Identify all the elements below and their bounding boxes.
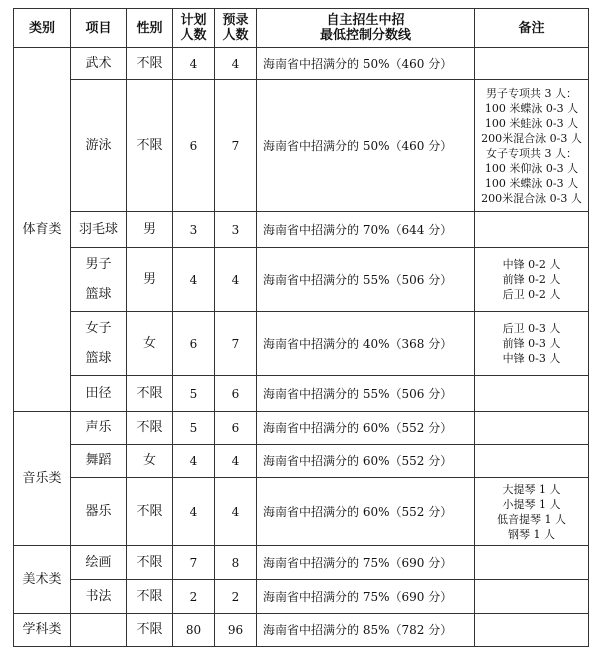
header-pre-line1: 预录 bbox=[222, 13, 249, 28]
header-project: 项目 bbox=[71, 9, 127, 48]
pre-admit-count-cell: 4 bbox=[215, 478, 257, 546]
min-score-cell: 海南省中招满分的 60%（552 分） bbox=[257, 412, 475, 445]
note-cell bbox=[475, 80, 589, 212]
pre-admit-count-cell: 96 bbox=[215, 614, 257, 647]
note-cell bbox=[475, 580, 589, 614]
min-score-cell: 海南省中招满分的 70%（644 分） bbox=[257, 212, 475, 248]
header-plan-line2: 人数 bbox=[180, 28, 207, 43]
gender-cell: 不限 bbox=[127, 546, 173, 580]
header-plan-count bbox=[173, 9, 215, 48]
table-row bbox=[14, 412, 589, 445]
min-score-cell: 海南省中招满分的 50%（460 分） bbox=[257, 80, 475, 212]
header-gender: 性别 bbox=[127, 9, 173, 48]
note-line: 男子专项共 3 人： bbox=[486, 86, 577, 100]
note-cell bbox=[475, 546, 589, 580]
category-cell-music: 音乐类 bbox=[14, 412, 71, 546]
admissions-table-container bbox=[13, 8, 589, 647]
min-score-cell: 海南省中招满分的 40%（368 分） bbox=[257, 312, 475, 376]
project-cell: 舞蹈 bbox=[71, 445, 127, 478]
table-row bbox=[14, 212, 589, 248]
note-cell bbox=[475, 312, 589, 376]
admissions-table bbox=[13, 8, 589, 647]
table-row bbox=[14, 478, 589, 546]
gender-cell: 不限 bbox=[127, 478, 173, 546]
plan-count-cell: 4 bbox=[173, 445, 215, 478]
note-line: 中锋 0-3 人 bbox=[502, 352, 561, 365]
note-line: 100 米仰泳 0-3 人 bbox=[484, 161, 579, 175]
header-req-line1: 自主招生中招 bbox=[326, 13, 405, 28]
gender-cell: 不限 bbox=[127, 376, 173, 412]
note-cell bbox=[475, 478, 589, 546]
note-line: 100 米蛙泳 0-3 人 bbox=[484, 116, 579, 130]
note-line: 中锋 0-2 人 bbox=[502, 258, 561, 271]
project-cell bbox=[71, 248, 127, 312]
plan-count-cell: 6 bbox=[173, 312, 215, 376]
gender-cell: 不限 bbox=[127, 580, 173, 614]
gender-cell: 女 bbox=[127, 312, 173, 376]
table-row bbox=[14, 312, 589, 376]
plan-count-cell: 4 bbox=[173, 248, 215, 312]
category-cell-sports: 体育类 bbox=[14, 48, 71, 412]
project-cell bbox=[71, 614, 127, 647]
plan-count-cell: 5 bbox=[173, 412, 215, 445]
project-cell: 器乐 bbox=[71, 478, 127, 546]
pre-admit-count-cell: 3 bbox=[215, 212, 257, 248]
note-line: 100 米蝶泳 0-3 人 bbox=[484, 101, 579, 115]
plan-count-cell: 2 bbox=[173, 580, 215, 614]
pre-admit-count-cell: 6 bbox=[215, 376, 257, 412]
min-score-cell: 海南省中招满分的 55%（506 分） bbox=[257, 376, 475, 412]
category-cell-academic: 学科类 bbox=[14, 614, 71, 647]
min-score-cell: 海南省中招满分的 85%（782 分） bbox=[257, 614, 475, 647]
pre-admit-count-cell: 8 bbox=[215, 546, 257, 580]
note-cell bbox=[475, 614, 589, 647]
pre-admit-count-cell: 4 bbox=[215, 48, 257, 80]
header-category: 类别 bbox=[14, 9, 71, 48]
gender-cell: 不限 bbox=[127, 412, 173, 445]
note-line: 后卫 0-3 人 bbox=[502, 322, 561, 335]
table-row bbox=[14, 48, 589, 80]
project-cell: 武术 bbox=[71, 48, 127, 80]
note-cell bbox=[475, 445, 589, 478]
note-line: 大提琴 1 人 bbox=[502, 482, 561, 496]
plan-count-cell: 7 bbox=[173, 546, 215, 580]
header-min-score bbox=[257, 9, 475, 48]
plan-count-cell: 3 bbox=[173, 212, 215, 248]
min-score-cell: 海南省中招满分的 55%（506 分） bbox=[257, 248, 475, 312]
project-line2: 篮球 bbox=[85, 286, 112, 302]
project-line1: 女子 bbox=[85, 320, 112, 336]
table-row bbox=[14, 445, 589, 478]
note-cell bbox=[475, 48, 589, 80]
project-cell: 书法 bbox=[71, 580, 127, 614]
note-line: 女子专项共 3 人： bbox=[486, 146, 577, 160]
note-line: 200米混合泳 0-3 人 bbox=[481, 191, 582, 205]
plan-count-cell: 4 bbox=[173, 48, 215, 80]
min-score-cell: 海南省中招满分的 75%（690 分） bbox=[257, 580, 475, 614]
header-row bbox=[14, 9, 589, 48]
note-line: 前锋 0-3 人 bbox=[502, 337, 561, 350]
min-score-cell: 海南省中招满分的 50%（460 分） bbox=[257, 48, 475, 80]
note-cell bbox=[475, 248, 589, 312]
min-score-cell: 海南省中招满分的 60%（552 分） bbox=[257, 478, 475, 546]
category-cell-art: 美术类 bbox=[14, 546, 71, 614]
project-cell: 声乐 bbox=[71, 412, 127, 445]
plan-count-cell: 4 bbox=[173, 478, 215, 546]
header-pre-admit-count bbox=[215, 9, 257, 48]
gender-cell: 男 bbox=[127, 212, 173, 248]
min-score-cell: 海南省中招满分的 75%（690 分） bbox=[257, 546, 475, 580]
table-row bbox=[14, 80, 589, 212]
note-line: 钢琴 1 人 bbox=[508, 527, 555, 541]
note-line: 100 米蝶泳 0-3 人 bbox=[484, 176, 579, 190]
pre-admit-count-cell: 4 bbox=[215, 248, 257, 312]
note-line: 低音提琴 1 人 bbox=[497, 512, 566, 526]
project-cell: 绘画 bbox=[71, 546, 127, 580]
min-score-cell: 海南省中招满分的 60%（552 分） bbox=[257, 445, 475, 478]
gender-cell: 女 bbox=[127, 445, 173, 478]
project-cell: 田径 bbox=[71, 376, 127, 412]
pre-admit-count-cell: 6 bbox=[215, 412, 257, 445]
table-row bbox=[14, 248, 589, 312]
note-line: 前锋 0-2 人 bbox=[502, 273, 561, 286]
table-row bbox=[14, 614, 589, 647]
plan-count-cell: 5 bbox=[173, 376, 215, 412]
gender-cell: 不限 bbox=[127, 48, 173, 80]
header-plan-line1: 计划 bbox=[180, 13, 207, 28]
project-cell bbox=[71, 312, 127, 376]
gender-cell: 不限 bbox=[127, 614, 173, 647]
table-row bbox=[14, 376, 589, 412]
header-pre-line2: 人数 bbox=[222, 28, 249, 43]
project-cell: 游泳 bbox=[71, 80, 127, 212]
pre-admit-count-cell: 7 bbox=[215, 80, 257, 212]
note-cell bbox=[475, 376, 589, 412]
plan-count-cell: 6 bbox=[173, 80, 215, 212]
note-cell bbox=[475, 212, 589, 248]
pre-admit-count-cell: 2 bbox=[215, 580, 257, 614]
note-line: 200米混合泳 0-3 人 bbox=[481, 131, 582, 145]
header-req-line2: 最低控制分数线 bbox=[319, 28, 411, 43]
gender-cell: 不限 bbox=[127, 80, 173, 212]
note-line: 小提琴 1 人 bbox=[502, 497, 561, 511]
project-line1: 男子 bbox=[85, 256, 112, 272]
header-note: 备注 bbox=[475, 9, 589, 48]
project-line2: 篮球 bbox=[85, 350, 112, 366]
table-row bbox=[14, 546, 589, 580]
note-cell bbox=[475, 412, 589, 445]
pre-admit-count-cell: 7 bbox=[215, 312, 257, 376]
project-cell: 羽毛球 bbox=[71, 212, 127, 248]
gender-cell: 男 bbox=[127, 248, 173, 312]
pre-admit-count-cell: 4 bbox=[215, 445, 257, 478]
note-line: 后卫 0-2 人 bbox=[502, 288, 561, 301]
table-row bbox=[14, 580, 589, 614]
plan-count-cell: 80 bbox=[173, 614, 215, 647]
